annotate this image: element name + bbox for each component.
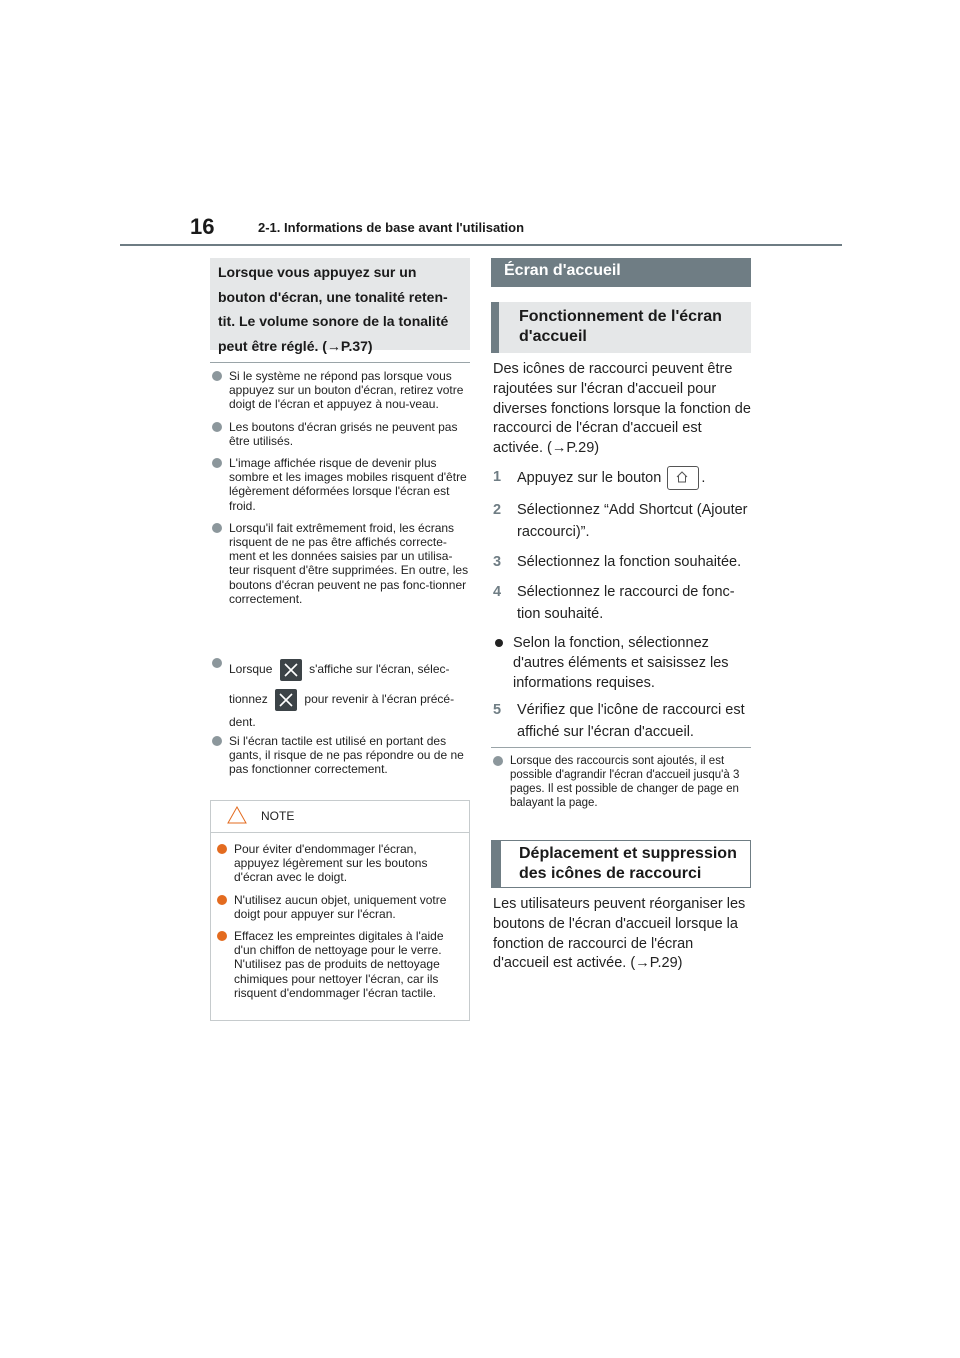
step-item xyxy=(493,699,751,743)
step-number: 1 xyxy=(493,469,502,485)
tone-callout xyxy=(210,258,470,354)
info-bullet xyxy=(493,754,751,818)
subheading-line: Fonctionnement de l'écran xyxy=(519,308,722,325)
list-item: Les boutons d'écran grisés ne peuvent pas être utilisés. xyxy=(212,420,470,448)
list-item xyxy=(212,656,470,682)
step-text: Sélectionnez “Add Shortcut (Ajouter raccourci)”. xyxy=(517,502,748,540)
close-icon-bullet xyxy=(212,656,470,732)
step-number: 4 xyxy=(493,584,502,600)
right-divider xyxy=(491,747,751,748)
callout-line: Lorsque vous appuyez sur un xyxy=(218,264,417,280)
bullet-text: tionnez xyxy=(229,692,268,706)
callout-line: bouton d'écran, une tonalité reten- xyxy=(218,288,448,305)
bullet-text: pour revenir à l'écran précé- xyxy=(304,692,455,706)
list-item: Lorsque des raccourcis sont ajoutés, il est possible d'agrandir l'écran d'accueil jusqu'à 3 pages. Il est possible de changer de page en balayant la page. xyxy=(493,754,751,810)
bullet-text: Lorsque xyxy=(229,662,273,676)
note-header xyxy=(211,801,469,833)
list-item: Si le système ne répond pas lorsque vous appuyez sur un bouton d'écran, retirez votre doigt de l'écran et appuyez à nou-veau. xyxy=(212,369,470,412)
step-text: Appuyez sur le bouton xyxy=(517,469,662,486)
step-item: 1 Appuyez sur le bouton . xyxy=(493,466,751,490)
left-bullet-list xyxy=(212,369,470,614)
gloves-bullet xyxy=(212,734,470,785)
step-text: Sélectionnez le raccourci de fonc-tion souhaité. xyxy=(517,584,735,622)
subheading-home-operation xyxy=(491,302,751,353)
step-text: Vérifiez que l'icône de raccourci est affiché sur l'écran d'accueil. xyxy=(517,702,745,740)
step-item xyxy=(493,499,751,543)
list-item: Lorsqu'il fait extrêmement froid, les écrans risquent de ne pas être affichés correcte-ment et les données saisies par un utilisa-teur risquent d'être supprimées. En outre, les boutons d'écran peuvent ne pas fonc-tionner correctement. xyxy=(212,521,470,606)
warning-icon xyxy=(227,806,247,824)
left-divider xyxy=(210,362,470,363)
close-icon xyxy=(280,659,302,681)
note-box xyxy=(210,800,470,1021)
close-icon xyxy=(275,689,297,711)
bullet-text: s'affiche sur l'écran, sélec- xyxy=(309,662,450,676)
step-number: 3 xyxy=(493,554,502,570)
list-item: L'image affichée risque de devenir plus sombre et les images mobiles risquent d'être légèrement déformées lorsque l'écran est froid. xyxy=(212,456,470,513)
subheading-line: Déplacement et suppression xyxy=(519,845,737,862)
step-number: 5 xyxy=(493,702,502,718)
step-item xyxy=(493,581,751,625)
step-number: 2 xyxy=(493,502,502,518)
list-item: Effacez les empreintes digitales à l'aide d'un chiffon de nettoyage pour le verre. N'utilisez pas de produits de nettoyage chimiques pour nettoyer l'écran, car ils risquent d'endommager l'écran tactile. xyxy=(217,929,463,1000)
step-text: Sélectionnez la fonction souhaitée. xyxy=(517,554,742,570)
header-rule xyxy=(120,244,842,246)
outro-paragraph: Les utilisateurs peuvent réorganiser les boutons de l'écran d'accueil lorsque la fonction de raccourci de l'écran d'accueil est activée. (→P.29) xyxy=(493,896,746,972)
intro-paragraph: Des icônes de raccourci peuvent être rajoutées sur l'écran d'accueil pour diverses fonctions lorsque la fonction de raccourci de l'écran d'accueil est activée. (→P.29) xyxy=(493,361,751,457)
callout-line: tit. Le volume sonore de la tonalité xyxy=(218,313,449,329)
list-item: Pour éviter d'endommager l'écran, appuyez légèrement sur les boutons d'écran avec le doigt. xyxy=(217,842,463,885)
list-item: Si l'écran tactile est utilisé en portant des gants, il risque de ne pas répondre ou de ne pas fonctionner correctement. xyxy=(212,734,470,777)
section-title: 2-1. Informations de base avant l'utilisation xyxy=(258,220,525,235)
subheading-line: des icônes de raccourci xyxy=(519,865,702,882)
step-sub-item: Selon la fonction, sélectionnez d'autres éléments et saisissez les informations requises. xyxy=(493,633,751,693)
step-item xyxy=(493,551,751,573)
page-number: 16 xyxy=(190,214,215,239)
list-item: N'utilisez aucun objet, uniquement votre doigt pour appuyer sur l'écran. xyxy=(217,893,463,921)
section-heading: Écran d'accueil xyxy=(491,258,751,287)
home-button-icon xyxy=(667,466,699,490)
steps-list xyxy=(493,466,751,743)
note-label: NOTE xyxy=(261,809,295,823)
subheading-line: d'accueil xyxy=(519,328,587,345)
subheading-move-delete xyxy=(491,840,751,888)
bullet-text: dent. xyxy=(229,715,256,729)
callout-line: peut être réglé. (→P.37) xyxy=(218,337,373,354)
